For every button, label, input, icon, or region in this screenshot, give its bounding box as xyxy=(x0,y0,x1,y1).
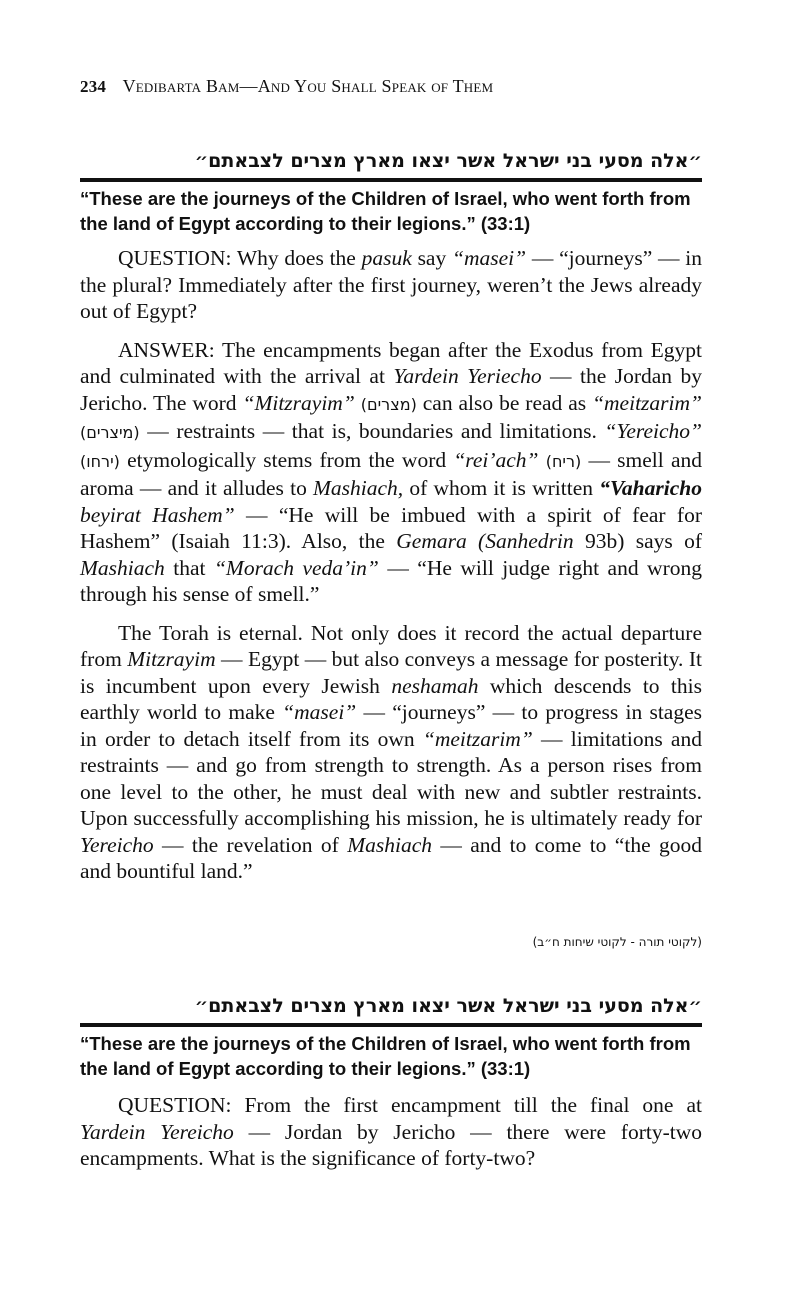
lesson-paragraph: The Torah is eternal. Not only does it record the actual departure from Mitzrayim — Egypt — but also conveys a message for posterity. It is incumbent upon every Jewish neshamah which descends to this earthly world to make “masei” — “journeys” — to progress in stages in order to detach itself from its own “meitzarim” — limitations and restraints — and go from strength to strength. As a person rises from one level to the other, he must deal with new and subtler restraints. Upon successfully accomplishing his mission, he is ultimately ready for Yereicho — the revelation of Mashiach — and to come to “the good and bountiful land.” xyxy=(80,620,703,883)
heading-rule xyxy=(80,178,702,182)
page-number: 234 xyxy=(80,77,107,96)
hebrew-verse-heading: ״אלה מסעי בני ישראל אשר יצאו מארץ מצרים לצבאתם״ xyxy=(194,150,702,172)
hebrew-verse-heading: ״אלה מסעי בני ישראל אשר יצאו מארץ מצרים לצבאתם״ xyxy=(194,995,702,1017)
english-verse-heading: “These are the journeys of the Children of Israel, who went forth from the land of Egypt according to their legions.” (33:1) xyxy=(80,1033,691,1079)
question-paragraph: QUESTION: From the first encampment till the final one at Yardein Yereicho — Jordan by Jericho — there were forty-two encampments. What is the significance of forty-two? xyxy=(80,1093,702,1170)
question-paragraph: QUESTION: Why does the pasuk say “masei” — “journeys” — in the plural? Immediately after the first journey, weren’t the Jews already out of Egypt? xyxy=(80,246,702,323)
commentary-body xyxy=(80,245,702,897)
heading-rule xyxy=(80,1023,702,1027)
running-header xyxy=(80,76,493,97)
running-title: Vedibarta Bam—And You Shall Speak of Them xyxy=(122,76,494,96)
answer-paragraph: ANSWER: The encampments began after the Exodus from Egypt and culminated with the arrival at Yardein Yeriecho — the Jordan by Jericho. The word “Mitzrayim” (מצרים) can also be read as “meitzarim” (מיצרים) — restraints — that is, boundaries and limitations. “Yereicho” (ירחו) etymologically stems from the word “rei’ach” (ריח) — smell and aroma — and it alludes to Mashiach, of whom it is written “Vaharicho beyirat Hashem” — “He will be imbued with a spirit of fear for Hashem” (Isaiah 11:3). Also, the Gemara (Sanhedrin 93b) says of Mashiach that “Morach veda’in” — “He will judge right and wrong through his sense of smell.” xyxy=(80,337,702,606)
english-verse-heading: “These are the journeys of the Children of Israel, who went forth from the land of Egypt according to their legions.” (33:1) xyxy=(80,188,691,234)
source-citation: (לקוטי תורה - לקוטי שיחות ח״ב) xyxy=(532,935,702,949)
commentary-body xyxy=(80,1092,702,1184)
